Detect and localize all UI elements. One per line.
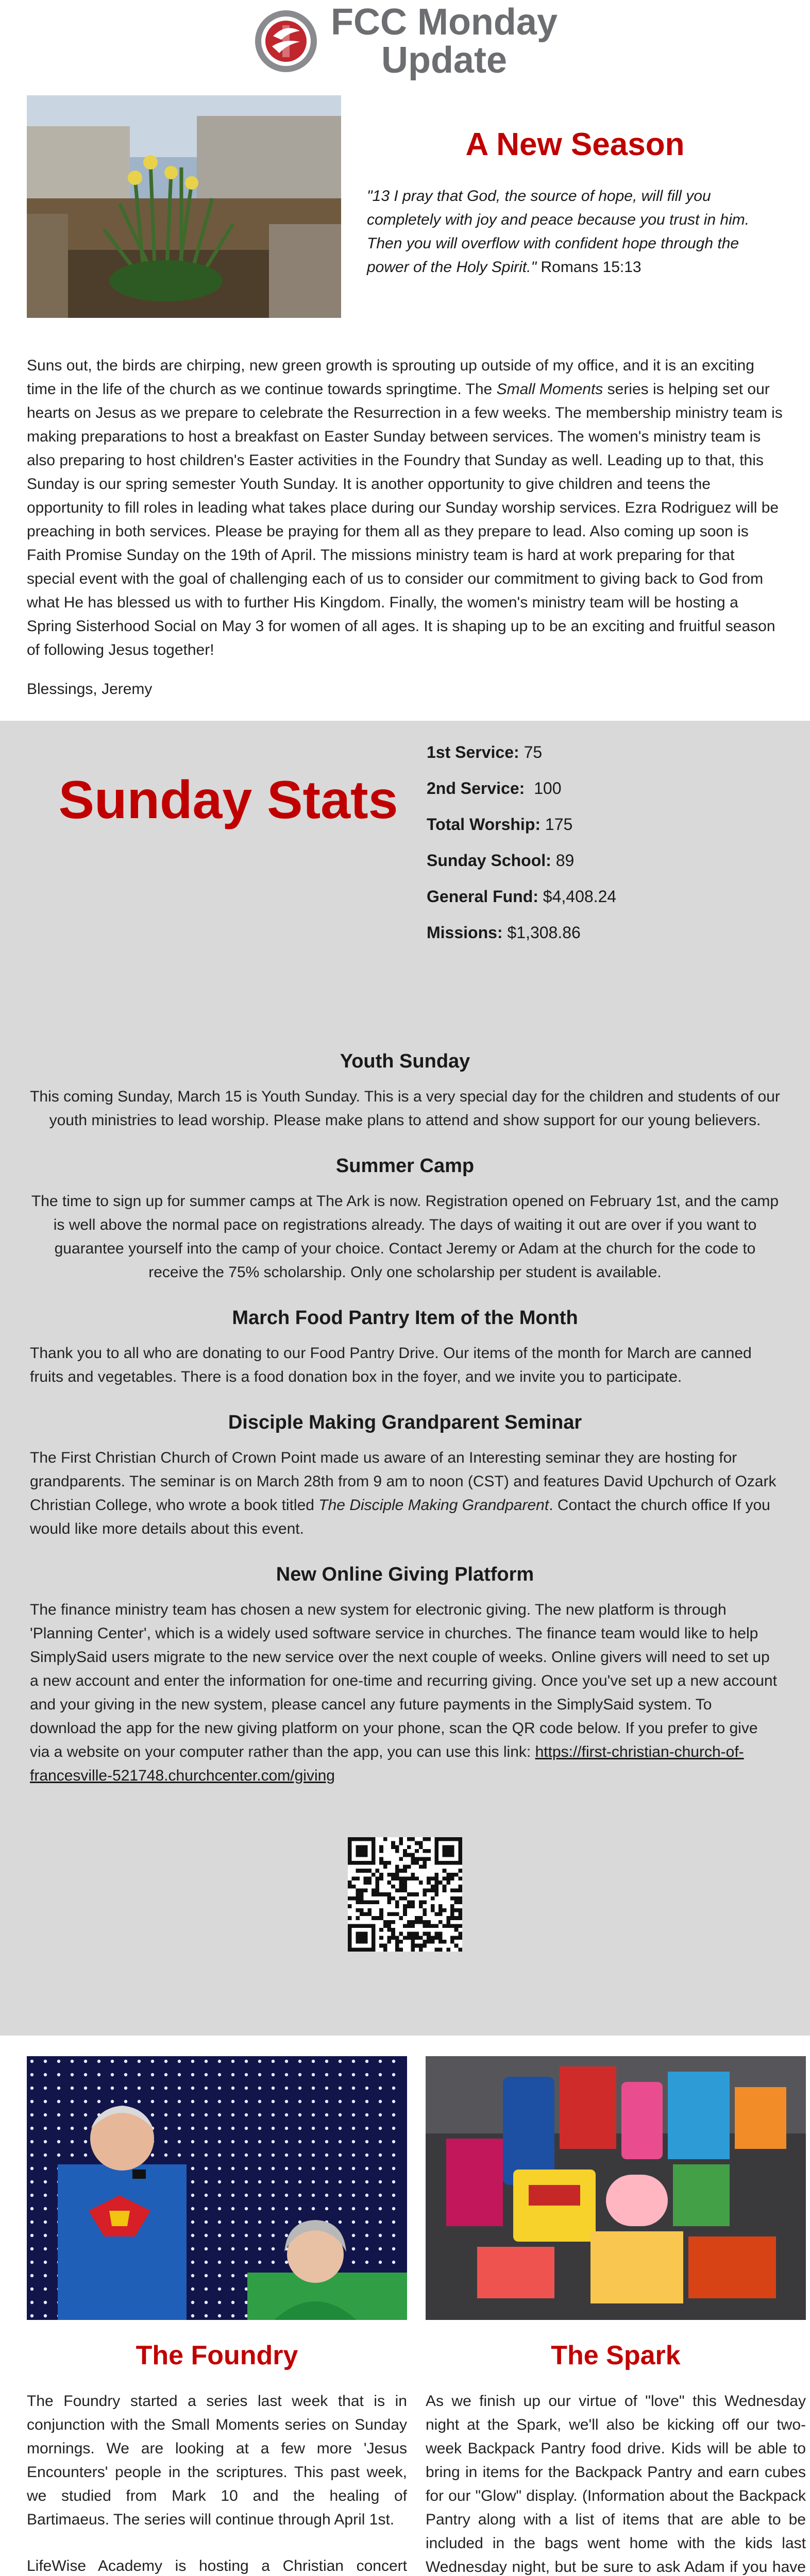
stats-title: Sunday Stats [58,770,398,830]
summer-camp-notice [30,1155,780,1284]
seminar-text-2: . Contact the church office If you would like more details about this event. [30,1497,770,1537]
notice-title: Disciple Making Grandparent Seminar [228,1412,582,1433]
pastor-letter [27,354,783,662]
ministry-columns [0,2036,810,2576]
foundry-paragraph: LifeWise Academy is hosting a Christian concert [27,2557,407,2574]
stat-label: Sunday School: [427,851,551,870]
seminar-text-1: The First Christian Church of Crown Point made us aware of an Interesting seminar they are hosting for grandparents. The seminar is on March 28th from 9 am to noon (CST) and features David Upchurch of Ozark Christian College, who wrote a book titled [30,1449,777,1514]
food-pantry-notice [30,1307,780,1389]
brand-line-1: FCC Monday [331,2,558,43]
notice-title: March Food Pantry Item of the Month [232,1307,578,1329]
notice-title: Summer Camp [335,1155,475,1177]
letter-signoff: Blessings, Jeremy [27,681,153,698]
church-logo-icon [252,8,319,75]
notice-body: This coming Sunday, March 15 is Youth Sunday. This is a very special day for the children and students of our youth ministries to lead worship. Please make plans to attend and show support for our young believers. [30,1088,780,1129]
giving-qr-code[interactable] [348,1837,462,1952]
giving-text: The finance ministry team has chosen a new system for electronic giving. The new platform is through 'Planning Center', which is a widely used software service in churches. The finance team would like to help SimplySaid users migrate to the new service over the next couple of weeks. Online givers will need to set up a new account and enter the information for one-time and recurring giving. Once you've set up a new account and your giving in the new system, please cancel any future payments in the SimplySaid system. To download the app for the new giving platform on your phone, scan the QR code below. If you prefer to give via a website on your computer rather than the app, you can use this link: [30,1601,777,1760]
stat-label: 2nd Service: [427,779,525,798]
announcements-section [0,721,810,2036]
letter-part-1: Suns out, the birds are chirping, new green growth is sprouting up outside of my office, and it is an exciting time in the life of the church as we continue towards springtime. The [27,357,754,398]
foundry-paragraph: The Foundry started a series last week that is in conjunction with the Small Moments series on Sunday mornings. We are looking at a few more 'Jesus Encounters' people in the scriptures. This past week, we studied from Mark 10 and the healing of Bartimaeus. The series will continue through April 1st. [27,2393,407,2528]
stat-row [427,922,780,944]
verse-reference: Romans 15:13 [541,259,642,276]
brand-line-2: Update [381,40,507,81]
stats-list [427,741,780,1050]
notice-body: The time to sign up for summer camps at The Ark is now. Registration opened on February 1st, and the camp is well above the normal pace on registrations already. The days of waiting it out are over if you want to guarantee yourself into the camp of your choice. Contact Jeremy or Adam at the church for the code to receive the 75% scholarship. Only one scholarship per student is available. [31,1193,779,1281]
verse-quote: "13 I pray that God, the source of hope, will fill you completely with joy and peace because you trust in him. Then you will overflow with confident hope through the power of the Holy Spirit." [367,188,750,276]
scripture-verse [367,184,783,279]
notice-body [30,1446,780,1541]
notice-body [30,1598,780,1788]
stat-row [427,777,780,800]
grandparent-seminar-notice [30,1412,780,1541]
newsletter-header [0,0,810,82]
stat-value: 175 [541,815,573,834]
newsletter-brand [331,3,558,79]
letter-series-name: Small Moments [496,381,603,398]
notice-title: New Online Giving Platform [276,1564,534,1585]
stat-row [427,850,780,872]
stat-value: $1,308.86 [502,923,581,942]
stat-label: Missions: [427,923,503,942]
stat-row [427,741,780,764]
notice-title: Youth Sunday [340,1050,470,1072]
stat-value: 100 [525,779,562,798]
giving-link[interactable]: https://first-christian-church-of-francesville-521748.churchcenter.com/giving [30,1743,744,1784]
stat-value: $4,408.24 [538,887,617,906]
foundry-title: The Foundry [136,2341,298,2370]
seminar-book-title: The Disciple Making Grandparent [318,1497,549,1514]
season-title: A New Season [465,127,685,162]
online-giving-notice [30,1564,780,1788]
stat-value: 75 [519,743,543,761]
foundry-column [27,2056,407,2576]
intro-section [0,82,810,701]
notice-body: Thank you to all who are donating to our Food Pantry Drive. Our items of the month for March are canned fruits and vegetables. There is a food donation box in the foyer, and we invite you to participate. [30,1345,752,1385]
stat-label: Total Worship: [427,815,541,834]
daffodil-garden-photo [27,95,341,318]
sunday-stats [30,721,780,1050]
spark-column [426,2056,806,2576]
letter-part-2: series is helping set our hearts on Jesus as we prepare to celebrate the Resurrection in a few weeks. The membership ministry team is making preparations to host a breakfast on Easter Sunday between services. The women's ministry team is also preparing to host children's Easter activities in the Foundry that Sunday as well. Leading up to that, this Sunday is our spring semester Youth Sunday. It is another opportunity to give children and teens the opportunity to fill roles in leading what takes place during our Sunday worship services. Ezra Rodriguez will be preaching in both services. Please be praying for them all as they prepare to lead. Also coming up soon is Faith Promise Sunday on the 19th of April. The missions ministry team is hard at work preparing for that special event with the goal of challenging each of us to consider our commitment to giving back to God from what He has blessed us with to further His Kingdom. Finally, the women's ministry team will be hosting a Spring Sisterhood Social on May 3 for women of all ages. It is shaping up to be an exciting and fruitful season of following Jesus together! [27,381,783,658]
spark-title: The Spark [551,2341,681,2370]
stat-value: 89 [551,851,575,870]
foundry-photo [27,2056,407,2320]
backpack-pantry-photo [426,2056,806,2320]
stat-row [427,814,780,836]
stat-label: 1st Service: [427,743,519,761]
youth-sunday-notice [30,1050,780,1132]
stat-row [427,886,780,908]
spark-paragraph: As we finish up our virtue of "love" this Wednesday night at the Spark, we'll also be kicking off our two-week Backpack Pantry food drive. Kids will be able to bring in items for the Backpack Pantry and earn cubes for our "Glow" display. (Information about the Backpack Pantry along with a list of items that are able to be included in the bags went home with the kids last Wednesday night, but be sure to ask Adam if you have [426,2393,806,2575]
stat-label: General Fund: [427,887,538,906]
